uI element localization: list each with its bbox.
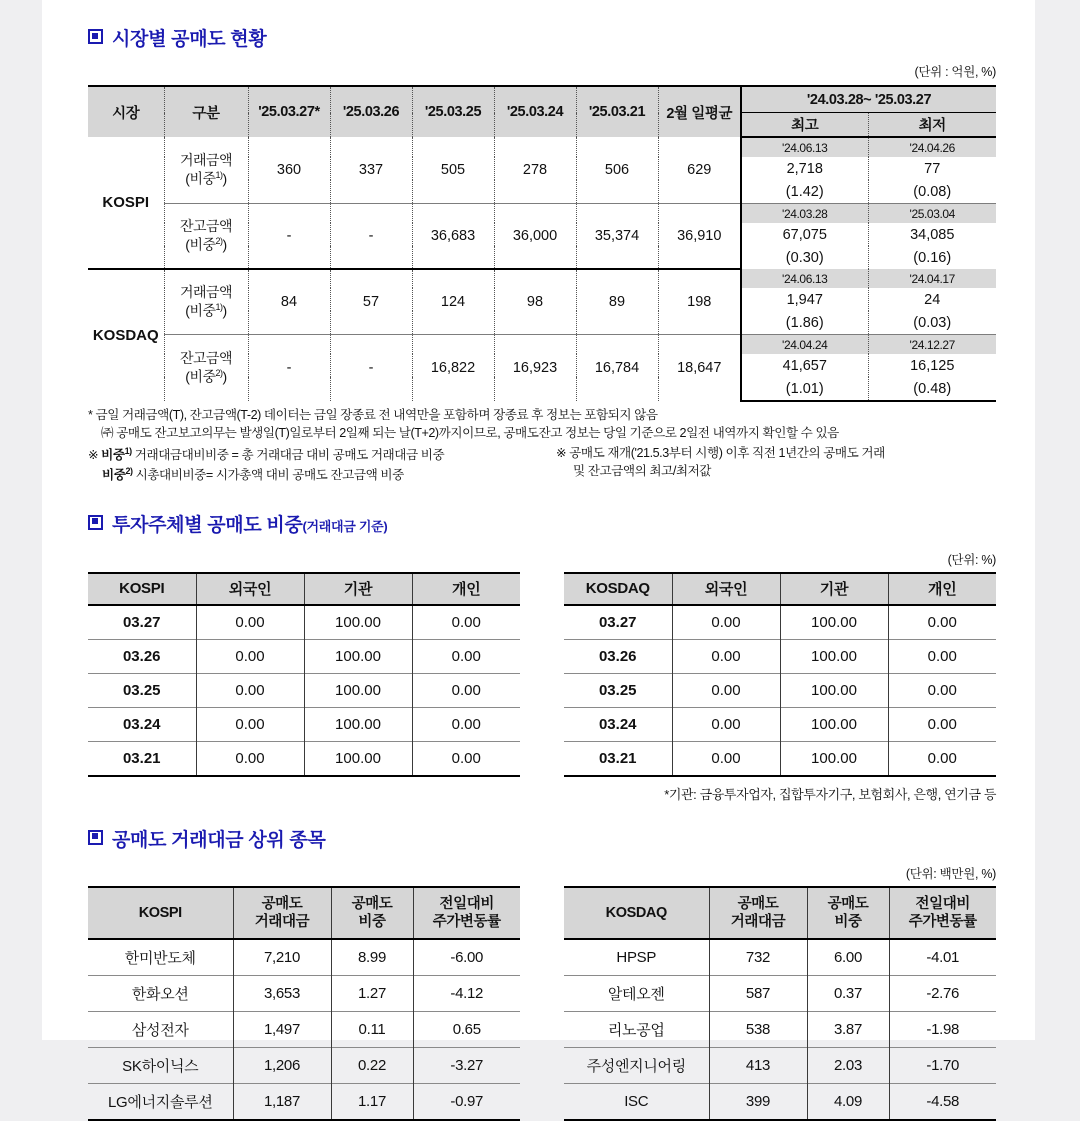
- unit-label-investor-share: (단위: %): [947, 552, 996, 567]
- cell-min-value: 34,085: [910, 226, 955, 243]
- col-header-foreign: 외국인: [196, 573, 304, 605]
- cell-price-change: -4.58: [889, 1083, 996, 1120]
- col-header-min: 최저: [868, 113, 996, 138]
- table-row: [88, 269, 996, 288]
- footnote-weight-1: ※ 비중$^{1)}$ 거래대금대비비중 = 총 거래대금 대비 공매도 거래대금 비중: [88, 445, 445, 462]
- cell-max-date: '24.03.28: [741, 204, 868, 224]
- row-category-kospi-trade: 거래금액 (비중$^{1)}$): [164, 137, 248, 204]
- cell-individual: 0.00: [451, 613, 481, 631]
- col-header-market-kospi: KOSPI: [88, 573, 196, 605]
- cell-max-value: 41,657: [741, 354, 868, 377]
- cell-stock-name: 리노공업: [564, 1011, 709, 1047]
- cell-foreign: 0.00: [196, 707, 304, 741]
- col-header-date-2: '25.03.25: [412, 86, 494, 137]
- cell-individual: 0.00: [927, 613, 957, 631]
- table-row: [564, 605, 996, 640]
- cell-max-pct: (1.42): [741, 180, 868, 204]
- cell-value: 98: [494, 269, 576, 335]
- cell-value: 36,000: [494, 204, 576, 270]
- cell-stock-name: 주성엔지니어링: [564, 1047, 709, 1083]
- cell-institution: 100.00: [780, 741, 888, 776]
- footnote-resume-2: 및 잔고금액의 최고/최저값: [573, 463, 712, 478]
- cell-price-change: -4.12: [413, 975, 520, 1011]
- cell-short-amount: 538: [709, 1011, 807, 1047]
- cell-short-amount: 3,653: [233, 975, 331, 1011]
- cell-institution: 100.00: [780, 605, 888, 640]
- cell-date: 03.25: [564, 673, 672, 707]
- cell-individual: 0.00: [888, 707, 996, 741]
- col-header-price-change: 전일대비 주가변동률: [889, 887, 996, 939]
- table-row: [88, 707, 520, 741]
- table-row: [564, 707, 996, 741]
- cell-individual: 0.00: [412, 639, 520, 673]
- cell-min-date: '24.04.26: [868, 137, 996, 157]
- section-heading-top-stocks: [88, 825, 1021, 852]
- cell-value: 360: [248, 137, 330, 204]
- cell-stock-name: 한화오션: [88, 975, 233, 1011]
- cell-value: -: [248, 204, 330, 270]
- cell-short-ratio: 2.03: [807, 1047, 889, 1083]
- cell-foreign: 0.00: [672, 605, 780, 640]
- cell-min-date: '24.12.27: [868, 335, 996, 355]
- cell-min-value: 77: [924, 160, 941, 177]
- col-header-market-kospi: KOSPI: [88, 887, 233, 939]
- filled-square-bullet-icon: [88, 515, 103, 530]
- cell-institution: 100.00: [780, 707, 888, 741]
- cell-value: 16,784: [576, 335, 658, 402]
- table-investor-share-kospi: [88, 572, 520, 777]
- cell-price-change: 0.65: [413, 1011, 520, 1047]
- col-header-date-0: '25.03.27*: [248, 86, 330, 137]
- col-header-short-amount: 공매도 거래대금: [709, 887, 807, 939]
- col-header-market-kosdaq: KOSDAQ: [564, 573, 672, 605]
- footnote-line-1: * 금일 거래금액(T), 잔고금액(T-2) 데이터는 금일 장종료 전 내역만을 포함하며 장종료 후 정보는 포함되지 않음: [88, 408, 658, 422]
- table-row: [88, 741, 520, 776]
- unit-label-market-status: (단위 : 억원, %): [914, 65, 996, 79]
- cell-min-value: 24: [924, 291, 941, 308]
- cell-value: 337: [330, 137, 412, 204]
- cell-monthly-average: 629: [658, 137, 741, 204]
- cell-short-amount: 732: [709, 939, 807, 976]
- cell-stock-name: HPSP: [564, 939, 709, 976]
- col-header-date-1: '25.03.26: [330, 86, 412, 137]
- cell-stock-name: LG에너지솔루션: [88, 1083, 233, 1120]
- cell-short-amount: 1,497: [233, 1011, 331, 1047]
- cell-institution: 100.00: [304, 707, 412, 741]
- cell-min-value: 16,125: [910, 357, 955, 374]
- col-header-date-4: '25.03.21: [576, 86, 658, 137]
- cell-foreign: 0.00: [196, 605, 304, 640]
- col-header-short-ratio: 공매도 비중: [807, 887, 889, 939]
- col-header-short-amount: 공매도 거래대금: [233, 887, 331, 939]
- cell-min-date: '24.04.17: [868, 269, 996, 288]
- cell-date: 03.21: [88, 741, 196, 776]
- cell-date: 03.21: [564, 741, 672, 776]
- cell-stock-name: 알테오젠: [564, 975, 709, 1011]
- col-header-institution: 기관: [304, 573, 412, 605]
- cell-date: 03.24: [564, 707, 672, 741]
- row-category-kosdaq-trade: 거래금액 (비중$^{1)}$): [164, 269, 248, 335]
- cell-value: 124: [412, 269, 494, 335]
- col-header-foreign: 외국인: [672, 573, 780, 605]
- cell-price-change: -1.98: [889, 1011, 996, 1047]
- cell-value: 505: [412, 137, 494, 204]
- cell-institution: 100.00: [780, 673, 888, 707]
- cell-max-value: 67,075: [741, 223, 868, 246]
- cell-value: 35,374: [576, 204, 658, 270]
- cell-short-ratio: 1.27: [331, 975, 413, 1011]
- table-investor-share-kosdaq: [564, 572, 996, 777]
- cell-max-pct: (1.01): [741, 377, 868, 401]
- row-market-kospi: KOSPI: [88, 137, 164, 269]
- section-heading-market-status: [88, 24, 1021, 51]
- table-market-short-selling-status: [88, 85, 996, 402]
- cell-short-ratio: 0.11: [331, 1011, 413, 1047]
- cell-date: 03.26: [88, 639, 196, 673]
- cell-date: 03.26: [564, 639, 672, 673]
- table-row: [88, 1047, 520, 1083]
- row-category-kosdaq-balance: 잔고금액 (비중$^{2)}$): [164, 335, 248, 402]
- col-header-price-change: 전일대비 주가변동률: [413, 887, 520, 939]
- cell-foreign: 0.00: [196, 673, 304, 707]
- cell-short-ratio: 4.09: [807, 1083, 889, 1120]
- section-title: 공매도 거래대금 상위 종목: [112, 829, 326, 851]
- col-header-short-ratio: 공매도 비중: [331, 887, 413, 939]
- section-title: 투자주체별 공매도 비중: [112, 514, 303, 536]
- col-header-max: 최고: [741, 113, 868, 138]
- cell-foreign: 0.00: [196, 639, 304, 673]
- cell-value: -: [248, 335, 330, 402]
- cell-stock-name: ISC: [564, 1083, 709, 1120]
- cell-min-pct: (0.03): [913, 314, 952, 331]
- cell-short-ratio: 0.37: [807, 975, 889, 1011]
- cell-individual: 0.00: [888, 639, 996, 673]
- table-row: [88, 1083, 520, 1120]
- table-row: [88, 673, 520, 707]
- cell-institution: 100.00: [304, 605, 412, 640]
- row-category-kospi-balance: 잔고금액 (비중$^{2)}$): [164, 204, 248, 270]
- cell-value: -: [330, 335, 412, 402]
- cell-max-value: 2,718: [741, 157, 868, 180]
- filled-square-bullet-icon: [88, 830, 103, 845]
- col-header-individual: 개인: [412, 573, 520, 605]
- col-header-date-3: '25.03.24: [494, 86, 576, 137]
- cell-price-change: -0.97: [413, 1083, 520, 1120]
- cell-stock-name: 삼성전자: [88, 1011, 233, 1047]
- cell-foreign: 0.00: [672, 639, 780, 673]
- cell-short-amount: 1,187: [233, 1083, 331, 1120]
- cell-monthly-average: 198: [658, 269, 741, 335]
- cell-foreign: 0.00: [196, 741, 304, 776]
- cell-monthly-average: 18,647: [658, 335, 741, 402]
- col-header-market: 시장: [88, 86, 164, 137]
- col-header-institution: 기관: [780, 573, 888, 605]
- col-header-individual: 개인: [888, 573, 996, 605]
- cell-short-amount: 399: [709, 1083, 807, 1120]
- cell-min-pct: (0.08): [913, 183, 952, 200]
- table-row: [88, 1011, 520, 1047]
- cell-max-date: '24.04.24: [741, 335, 868, 355]
- cell-price-change: -6.00: [450, 948, 484, 966]
- cell-value: 16,923: [494, 335, 576, 402]
- cell-short-amount: 587: [709, 975, 807, 1011]
- footnote-line-2: ㈜ 공매도 잔고보고의무는 발생일(T)일로부터 2일째 되는 날(T+2)까지이므로, 공매도잔고 정보는 당일 기준으로 2일전 내역까지 확인할 수 있음: [101, 425, 839, 440]
- cell-short-ratio: 6.00: [807, 939, 889, 976]
- section-subtitle: (거래대금 기준): [302, 518, 388, 534]
- cell-value: 84: [248, 269, 330, 335]
- col-header-market-kosdaq: KOSDAQ: [564, 887, 709, 939]
- cell-foreign: 0.00: [672, 673, 780, 707]
- cell-price-change: -4.01: [926, 948, 960, 966]
- cell-individual: 0.00: [888, 673, 996, 707]
- cell-max-date: '24.06.13: [741, 269, 868, 288]
- cell-min-date: '25.03.04: [868, 204, 996, 224]
- col-header-range-period: '24.03.28~ '25.03.27: [741, 86, 996, 113]
- cell-institution: 100.00: [304, 639, 412, 673]
- table-row: [564, 639, 996, 673]
- cell-value: 36,683: [412, 204, 494, 270]
- section-title: 시장별 공매도 현황: [112, 29, 267, 50]
- table-row: [88, 975, 520, 1011]
- footnote-resume-1: ※ 공매도 재개('21.5.3부터 시행) 이후 직전 1년간의 공매도 거래: [556, 445, 885, 460]
- cell-foreign: 0.00: [672, 741, 780, 776]
- col-header-category: 구분: [164, 86, 248, 137]
- table-row: [88, 204, 996, 224]
- cell-date: 03.24: [88, 707, 196, 741]
- cell-individual: 0.00: [888, 741, 996, 776]
- cell-max-pct: (0.30): [741, 246, 868, 269]
- table-row: [564, 1047, 996, 1083]
- cell-price-change: -3.27: [413, 1047, 520, 1083]
- cell-individual: 0.00: [412, 707, 520, 741]
- table-row: [564, 673, 996, 707]
- cell-short-amount: 413: [709, 1047, 807, 1083]
- table-row: [564, 939, 996, 976]
- cell-stock-name: SK하이닉스: [88, 1047, 233, 1083]
- cell-value: 89: [576, 269, 658, 335]
- cell-institution: 100.00: [780, 639, 888, 673]
- cell-foreign: 0.00: [672, 707, 780, 741]
- cell-stock-name: 한미반도체: [88, 939, 233, 976]
- cell-date: 03.27: [564, 605, 672, 640]
- cell-short-ratio: 8.99: [331, 939, 413, 976]
- table-row: [88, 939, 520, 976]
- cell-max-value: 1,947: [741, 288, 868, 311]
- document-page: [42, 0, 1035, 1111]
- cell-max-pct: (1.86): [741, 311, 868, 335]
- cell-min-pct: (0.48): [868, 377, 996, 401]
- cell-institution: 100.00: [304, 741, 412, 776]
- cell-min-pct: (0.16): [913, 249, 952, 266]
- cell-institution: 100.00: [304, 673, 412, 707]
- footnote-weight-2: 비중$^{2)}$ 시총대비비중= 시가총액 대비 공매도 잔고금액 비중: [102, 465, 404, 482]
- cell-date: 03.27: [88, 605, 196, 640]
- table-row: [88, 137, 996, 157]
- table-row: [564, 1011, 996, 1047]
- cell-value: 16,822: [412, 335, 494, 402]
- cell-individual: 0.00: [412, 673, 520, 707]
- cell-short-ratio: 0.22: [331, 1047, 413, 1083]
- table-row: [88, 605, 520, 640]
- cell-monthly-average: 36,910: [658, 204, 741, 270]
- table-row: [564, 741, 996, 776]
- cell-short-amount: 7,210: [233, 939, 331, 976]
- cell-date: 03.25: [88, 673, 196, 707]
- cell-value: 278: [494, 137, 576, 204]
- cell-short-ratio: 1.17: [331, 1083, 413, 1120]
- table-row: [88, 639, 520, 673]
- cell-value: -: [330, 204, 412, 270]
- cell-value: 57: [330, 269, 412, 335]
- table-top-stocks-kosdaq: [564, 886, 996, 1121]
- cell-short-amount: 1,206: [233, 1047, 331, 1083]
- footnotes-market-status: [88, 407, 1008, 485]
- cell-max-date: '24.06.13: [741, 137, 868, 157]
- section-heading-investor-share: [88, 510, 1021, 537]
- cell-short-ratio: 3.87: [807, 1011, 889, 1047]
- table-row: [564, 1083, 996, 1120]
- footnote-institution-definition: *기관: 금융투자업자, 집합투자기구, 보험회사, 은행, 연기금 등: [664, 786, 996, 802]
- cell-value: 506: [576, 137, 658, 204]
- cell-price-change: -1.70: [889, 1047, 996, 1083]
- row-market-kosdaq: KOSDAQ: [88, 269, 164, 401]
- filled-square-bullet-icon: [88, 29, 103, 44]
- table-top-stocks-kospi: [88, 886, 520, 1121]
- table-row: [564, 975, 996, 1011]
- col-header-monthly-average: 2월 일평균: [658, 86, 741, 137]
- cell-individual: 0.00: [412, 741, 520, 776]
- unit-label-top-stocks: (단위: 백만원, %): [905, 866, 996, 881]
- table-row: [88, 335, 996, 355]
- cell-price-change: -2.76: [889, 975, 996, 1011]
